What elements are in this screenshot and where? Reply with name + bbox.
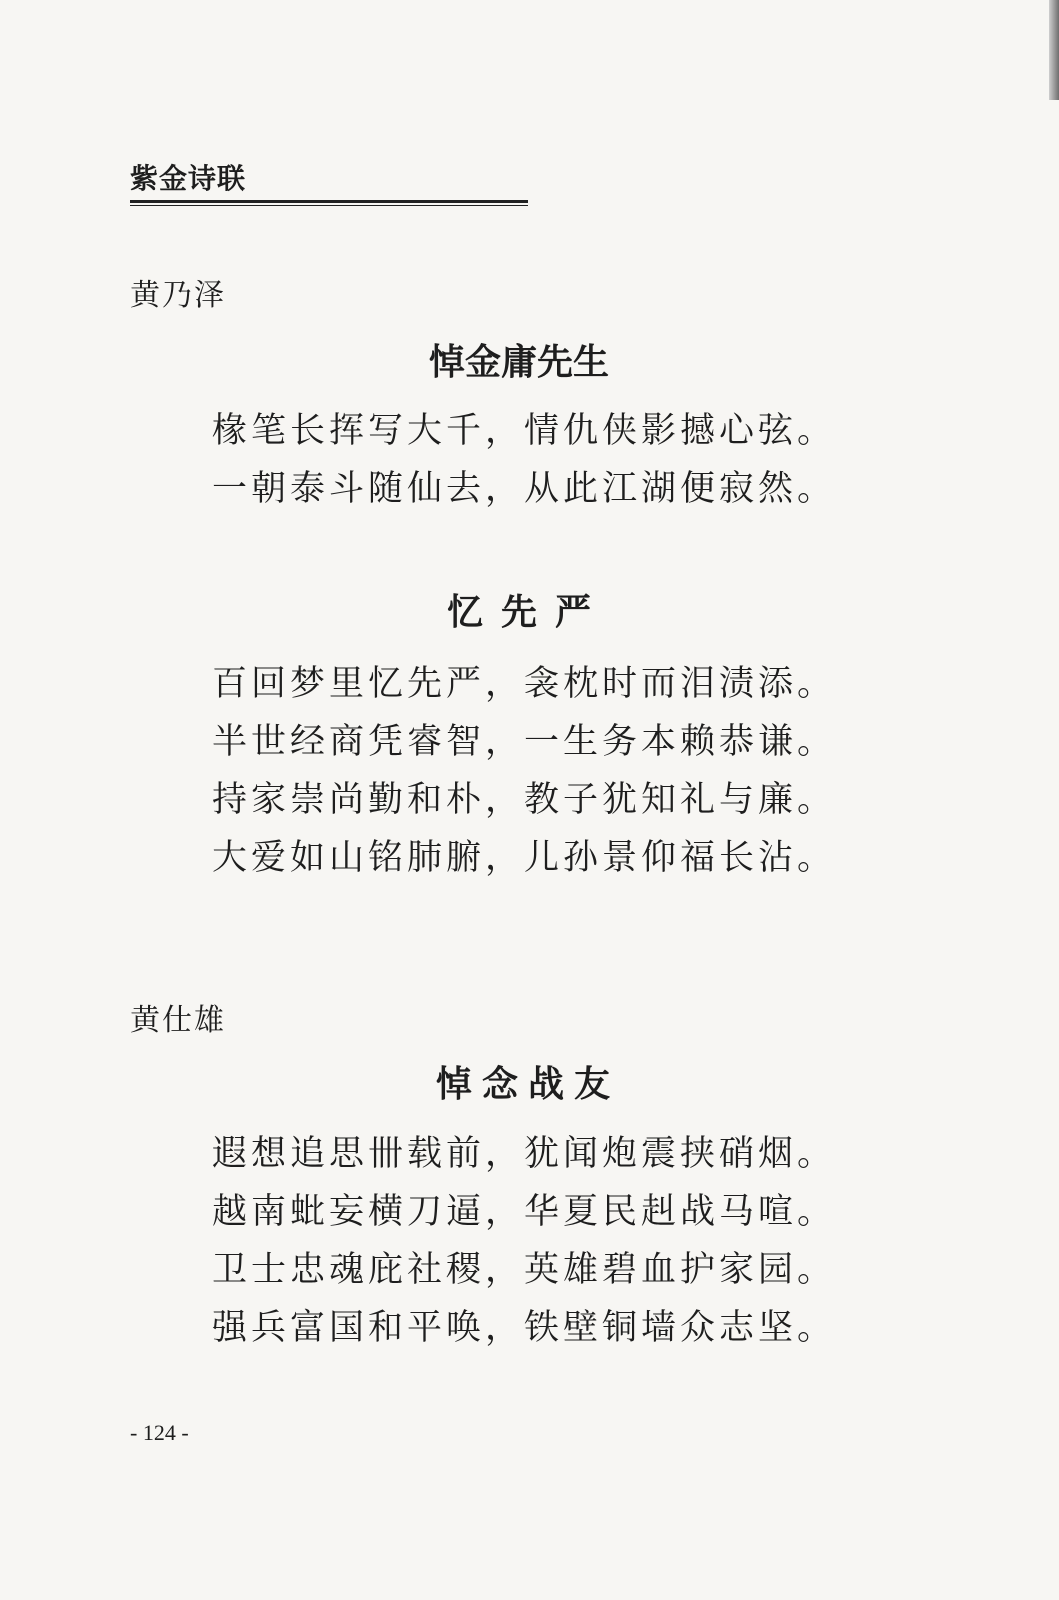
author-name: 黄仕雄 xyxy=(130,1003,226,1038)
poem-line: 椽笔长挥写大千，情仇侠影撼心弦。 xyxy=(212,411,837,451)
poem-body xyxy=(212,402,837,518)
poem-line: 强兵富国和平唤，铁壁铜墙众志坚。 xyxy=(212,1308,837,1348)
header-title: 紫金诗联 xyxy=(130,162,247,195)
poem-title: 悼念战友 xyxy=(435,1064,620,1105)
poem-line: 越南蚍妄横刀逼，华夏民赳战马喧。 xyxy=(212,1192,837,1232)
poem-line: 大爱如山铭肺腑，儿孙景仰福长沾。 xyxy=(212,838,837,878)
poem-body xyxy=(212,1125,837,1357)
poem-title: 悼金庸先生 xyxy=(428,342,609,383)
header-rule xyxy=(130,200,528,203)
page-edge-shadow xyxy=(1049,0,1059,100)
poem-line: 卫士忠魂庇社稷，英雄碧血护家园。 xyxy=(212,1250,837,1290)
running-header xyxy=(130,162,528,206)
poem-body xyxy=(212,655,837,887)
poem-line: 遐想追思卌载前，犹闻炮震挟硝烟。 xyxy=(212,1134,837,1174)
page-number: - 124 - xyxy=(130,1420,189,1445)
poem-line: 半世经商凭睿智，一生务本赖恭谦。 xyxy=(212,722,837,762)
poem-line: 一朝泰斗随仙去，从此江湖便寂然。 xyxy=(212,469,837,509)
poem-title: 忆先严 xyxy=(446,592,609,633)
header-rule-thin xyxy=(130,205,528,206)
poem-line: 持家崇尚勤和朴，教子犹知礼与廉。 xyxy=(212,780,837,820)
poem-line: 百回梦里忆先严，衾枕时而泪渍添。 xyxy=(212,664,837,704)
author-name: 黄乃泽 xyxy=(130,278,226,313)
